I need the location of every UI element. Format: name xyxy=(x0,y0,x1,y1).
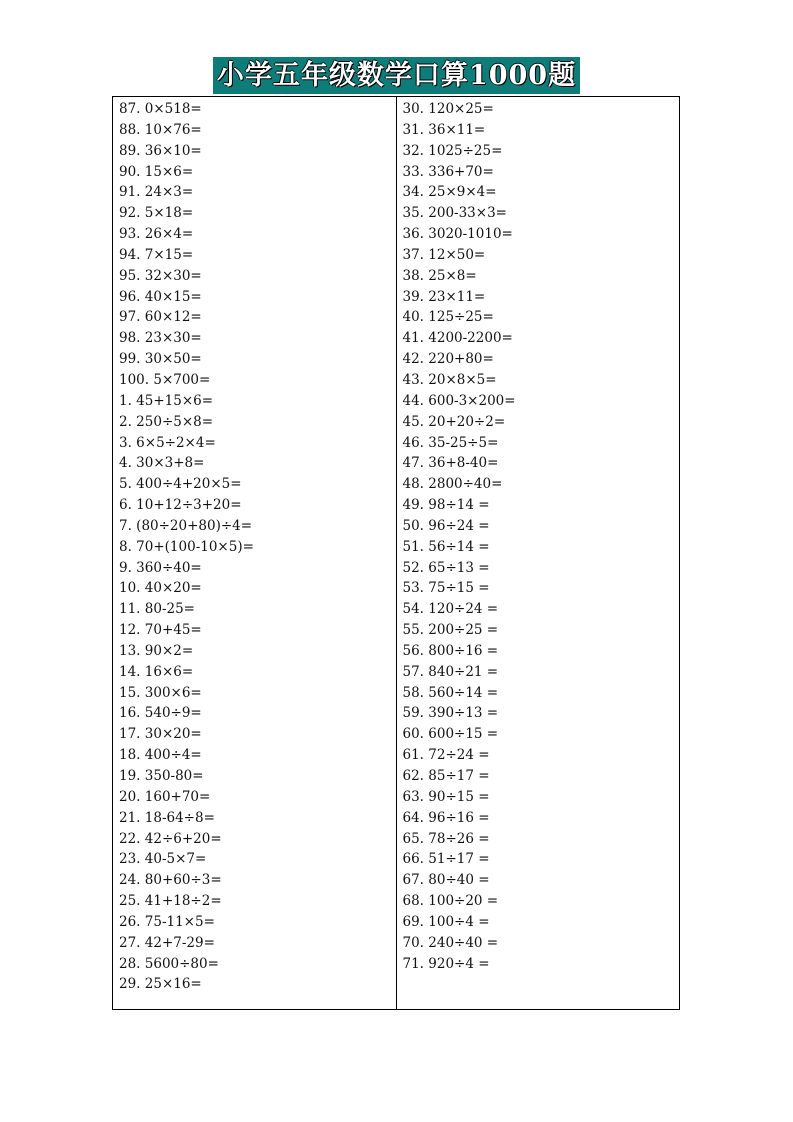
problem-item: 87. 0×518= xyxy=(119,101,202,117)
problem-item: 25. 41+18÷2= xyxy=(119,893,222,910)
problem-item: 3. 6×5÷2×4= xyxy=(119,434,216,451)
problem-item: 29. 25×16= xyxy=(119,976,202,993)
problem-item: 15. 300×6= xyxy=(119,684,202,701)
problem-item: 38. 25×8= xyxy=(402,267,477,284)
problem-item: 56. 800÷16 = xyxy=(402,642,499,659)
problem-item: 51. 56÷14 = xyxy=(402,538,490,555)
problem-item: 89. 36×10= xyxy=(119,142,202,159)
problem-item: 7. (80÷20+80)÷4= xyxy=(119,517,253,534)
problem-item: 98. 23×30= xyxy=(119,330,202,347)
problem-item: 90. 15×6= xyxy=(119,163,194,180)
problem-item: 43. 20×8×5= xyxy=(402,371,497,388)
problem-item: 1. 45+15×6= xyxy=(119,392,214,409)
problem-item: 26. 75-11×5= xyxy=(119,913,215,930)
problem-item: 71. 920÷4 = xyxy=(402,955,490,972)
problem-item: 96. 40×15= xyxy=(119,288,202,305)
problem-item: 13. 90×2= xyxy=(119,642,194,659)
problem-item: 59. 390÷13 = xyxy=(402,705,499,722)
problem-item: 36. 3020-1010= xyxy=(402,226,513,243)
title-bar xyxy=(0,57,793,94)
problem-item: 11. 80-25= xyxy=(119,601,195,618)
problem-item: 64. 96÷16 = xyxy=(402,809,490,826)
problem-item: 39. 23×11= xyxy=(402,288,486,305)
problem-item: 68. 100÷20 = xyxy=(402,893,499,910)
page-title: 小学五年级数学口算1000题 xyxy=(213,57,580,94)
problem-item: 31. 36×11= xyxy=(402,121,486,138)
problem-item: 23. 40-5×7= xyxy=(119,851,207,868)
problem-item: 58. 560÷14 = xyxy=(402,684,499,701)
problem-item: 70. 240÷40 = xyxy=(402,934,499,951)
problem-item: 2. 250÷5×8= xyxy=(119,413,214,430)
problem-item: 62. 85÷17 = xyxy=(402,768,490,784)
problem-table xyxy=(112,96,680,1010)
problem-item: 61. 72÷24 = xyxy=(402,747,490,764)
problem-item: 55. 200÷25 = xyxy=(402,622,499,639)
problem-item: 52. 65÷13 = xyxy=(402,559,490,576)
problem-item: 40. 125÷25= xyxy=(402,309,494,326)
problem-item: 95. 32×30= xyxy=(119,267,202,284)
problem-item: 100. 5×700= xyxy=(119,371,211,388)
problem-item: 17. 30×20= xyxy=(119,726,202,743)
problem-item: 49. 98÷14 = xyxy=(402,497,490,514)
problem-item: 54. 120÷24 = xyxy=(402,601,499,618)
left-column xyxy=(113,97,397,1009)
problem-item: 88. 10×76= xyxy=(119,121,202,138)
problem-item: 91. 24×3= xyxy=(119,184,194,201)
problem-item: 6. 10+12÷3+20= xyxy=(119,497,242,514)
problem-item: 30. 120×25= xyxy=(402,101,494,117)
right-column xyxy=(397,97,680,1009)
problem-item: 99. 30×50= xyxy=(119,351,202,368)
problem-item: 14. 16×6= xyxy=(119,663,194,680)
problem-item: 16. 540÷9= xyxy=(119,705,202,722)
problem-item: 5. 400÷4+20×5= xyxy=(119,476,242,493)
problem-item: 63. 90÷15 = xyxy=(402,788,490,805)
problem-item: 18. 400÷4= xyxy=(119,747,202,764)
problem-item: 22. 42÷6+20= xyxy=(119,830,222,847)
problem-item: 60. 600÷15 = xyxy=(402,726,499,743)
problem-item: 47. 36+8-40= xyxy=(402,455,499,472)
problem-item: 34. 25×9×4= xyxy=(402,184,497,201)
problem-item: 27. 42+7-29= xyxy=(119,934,215,951)
problem-item: 50. 96÷24 = xyxy=(402,517,490,534)
problem-item: 57. 840÷21 = xyxy=(402,663,499,680)
problem-item: 19. 350-80= xyxy=(119,768,204,784)
problem-item: 45. 20+20÷2= xyxy=(402,413,506,430)
problem-item: 94. 7×15= xyxy=(119,246,194,263)
problem-item: 42. 220+80= xyxy=(402,351,494,368)
problem-item: 33. 336+70= xyxy=(402,163,494,180)
problem-item: 93. 26×4= xyxy=(119,226,194,243)
problem-item: 37. 12×50= xyxy=(402,246,486,263)
problem-item: 46. 35-25÷5= xyxy=(402,434,499,451)
problem-item: 35. 200-33×3= xyxy=(402,205,507,222)
problem-item: 4. 30×3+8= xyxy=(119,455,205,472)
problem-item: 44. 600-3×200= xyxy=(402,392,516,409)
problem-item: 65. 78÷26 = xyxy=(402,830,490,847)
problem-item: 69. 100÷4 = xyxy=(402,913,490,930)
problem-item: 12. 70+45= xyxy=(119,622,202,639)
problem-item: 48. 2800÷40= xyxy=(402,476,503,493)
problem-item: 32. 1025÷25= xyxy=(402,142,503,159)
problem-item: 41. 4200-2200= xyxy=(402,330,513,347)
problem-item: 66. 51÷17 = xyxy=(402,851,490,868)
problem-item: 92. 5×18= xyxy=(119,205,194,222)
problem-item: 21. 18-64÷8= xyxy=(119,809,215,826)
problem-item: 53. 75÷15 = xyxy=(402,580,490,597)
problem-item: 24. 80+60÷3= xyxy=(119,872,222,889)
problem-item: 67. 80÷40 = xyxy=(402,872,490,889)
problem-item: 97. 60×12= xyxy=(119,309,202,326)
problem-item: 28. 5600÷80= xyxy=(119,955,219,972)
problem-item: 20. 160+70= xyxy=(119,788,211,805)
problem-item: 9. 360÷40= xyxy=(119,559,202,576)
problem-item: 8. 70+(100-10×5)= xyxy=(119,538,254,555)
problem-item: 10. 40×20= xyxy=(119,580,202,597)
